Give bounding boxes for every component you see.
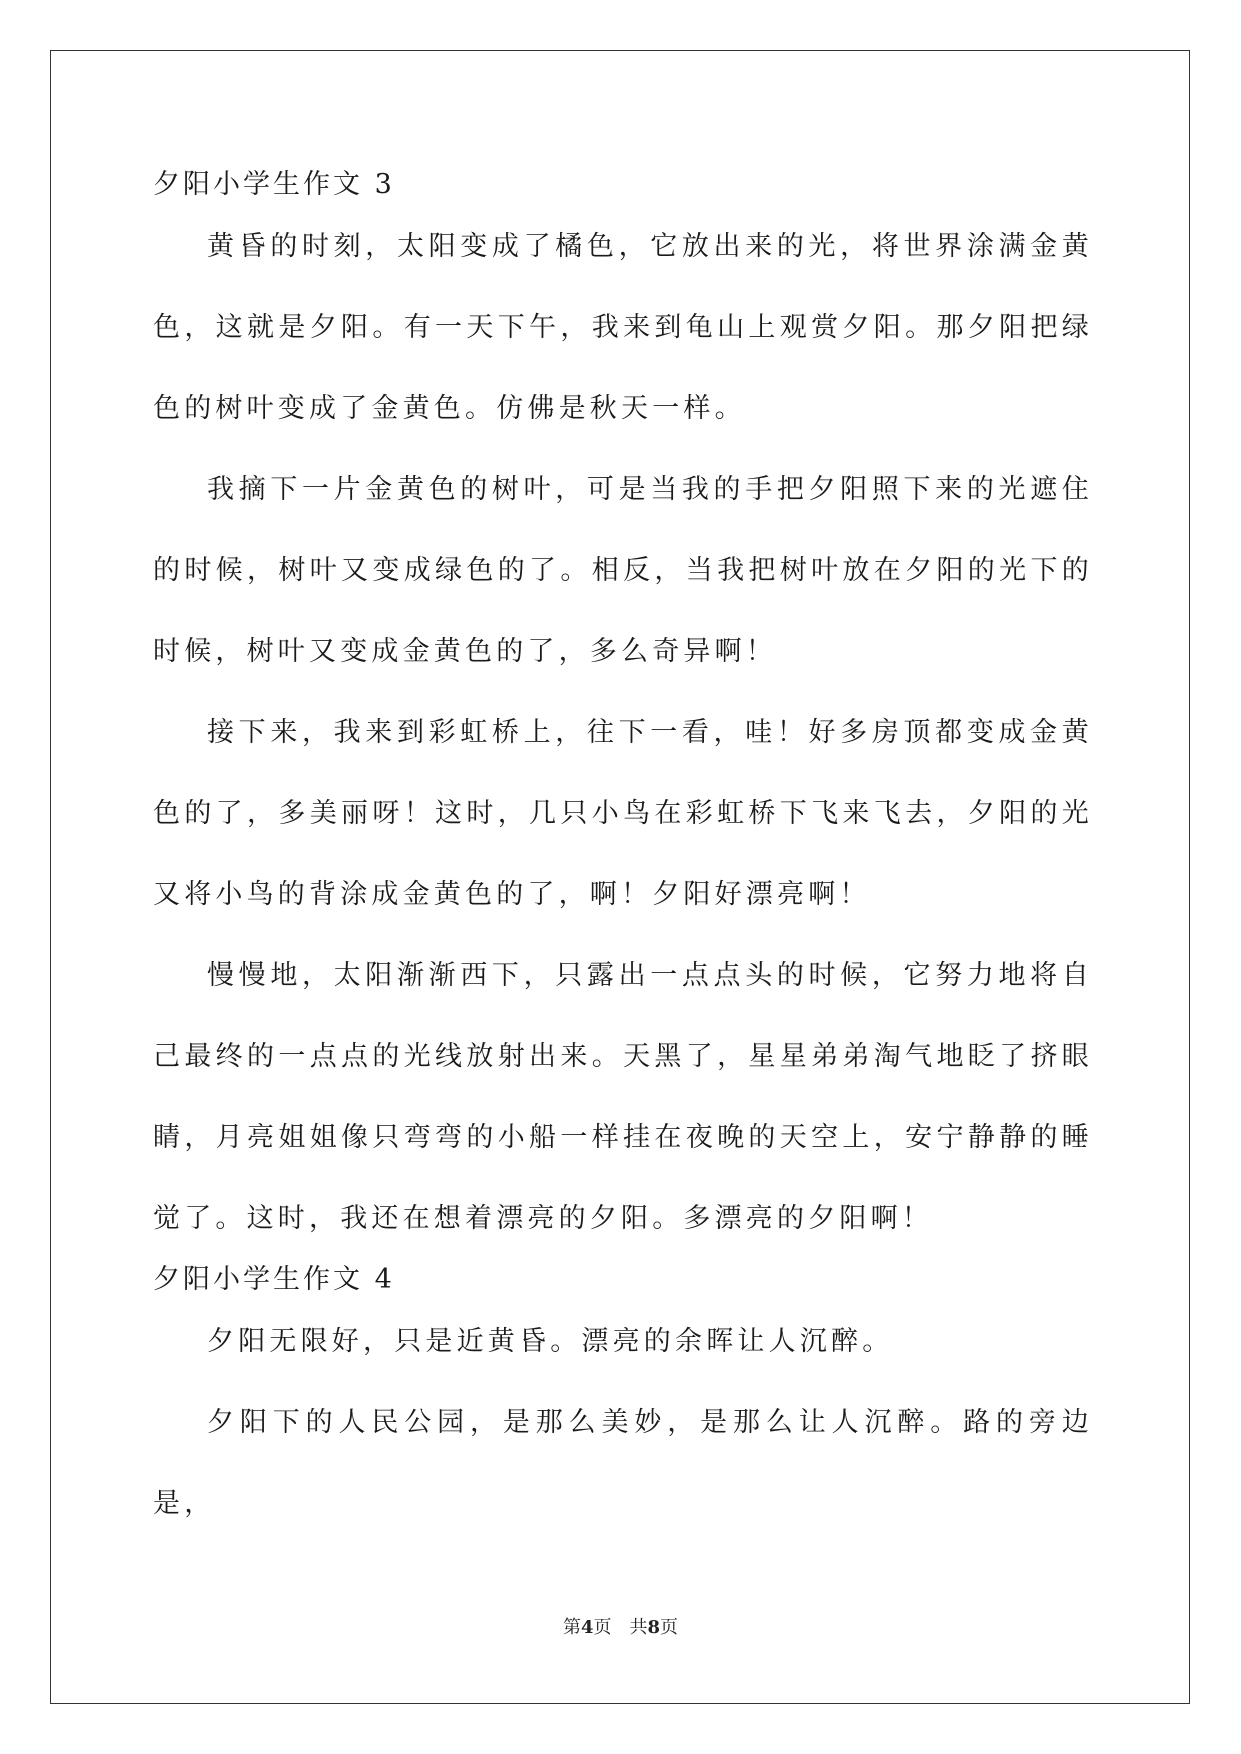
page-prefix: 第 bbox=[562, 1617, 581, 1638]
paragraph: 我摘下一片金黄色的树叶，可是当我的手把夕阳照下来的光遮住的时候，树叶又变成绿色的了。相反，当我把树叶放在夕阳的光下的时候，树叶又变成金黄色的了，多么奇异啊！ bbox=[153, 474, 1093, 667]
section-title: 夕阳小学生作文 3 bbox=[153, 169, 395, 200]
paragraph: 接下来，我来到彩虹桥上，往下一看，哇！好多房顶都变成金黄色的了，多美丽呀！这时，几只小鸟在彩虹桥下飞来飞去，夕阳的光又将小鸟的背涂成金黄色的了，啊！夕阳好漂亮啊！ bbox=[153, 717, 1093, 910]
document-body bbox=[153, 164, 1093, 1544]
total-prefix: 共 bbox=[629, 1617, 648, 1638]
paragraph: 夕阳下的人民公园，是那么美妙，是那么让人沉醉。路的旁边是， bbox=[153, 1407, 1093, 1519]
page-suffix: 页 bbox=[593, 1617, 612, 1638]
paragraph: 慢慢地，太阳渐渐西下，只露出一点点头的时候，它努力地将自己最终的一点点的光线放射出来。天黑了，星星弟弟淘气地眨了挤眼睛，月亮姐姐像只弯弯的小船一样挂在夜晚的天空上，安宁静静的睡觉了。这时，我还在想着漂亮的夕阳。多漂亮的夕阳啊！ bbox=[153, 960, 1093, 1234]
page-footer bbox=[0, 1616, 1241, 1640]
paragraph: 夕阳无限好，只是近黄昏。漂亮的余晖让人沉醉。 bbox=[207, 1326, 894, 1357]
paragraph: 黄昏的时刻，太阳变成了橘色，它放出来的光，将世界涂满金黄色，这就是夕阳。有一天下午，我来到龟山上观赏夕阳。那夕阳把绿色的树叶变成了金黄色。仿佛是秋天一样。 bbox=[153, 231, 1093, 424]
page-total: 8 bbox=[647, 1617, 661, 1638]
page-current: 4 bbox=[580, 1617, 594, 1638]
total-suffix: 页 bbox=[660, 1617, 679, 1638]
section-title: 夕阳小学生作文 4 bbox=[153, 1264, 395, 1295]
